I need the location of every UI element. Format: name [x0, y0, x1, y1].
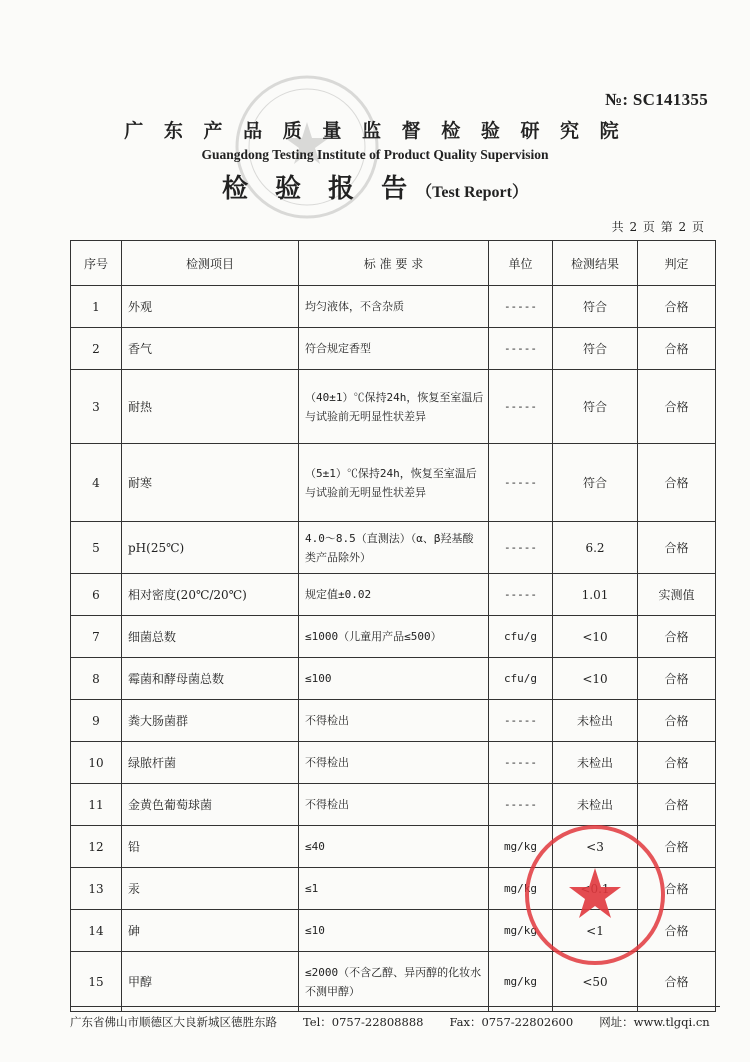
row-verdict: 合格: [638, 700, 716, 742]
row-verdict: 合格: [638, 444, 716, 522]
row-requirement: 4.0～8.5（直测法）（α、β羟基酸类产品除外）: [299, 522, 489, 574]
row-item: 细菌总数: [122, 616, 299, 658]
row-no: 5: [71, 522, 122, 574]
footer-tel: Tel：0757-22808888: [303, 1015, 424, 1029]
row-no: 9: [71, 700, 122, 742]
row-result: <1: [553, 910, 638, 952]
row-unit: -----: [489, 574, 553, 616]
row-unit: -----: [489, 286, 553, 328]
row-verdict: 合格: [638, 952, 716, 1012]
row-item: pH(25℃): [122, 522, 299, 574]
row-item: 绿脓杆菌: [122, 742, 299, 784]
row-verdict: 实测值: [638, 574, 716, 616]
row-no: 12: [71, 826, 122, 868]
row-requirement: ≤1000（儿童用产品≤500）: [299, 616, 489, 658]
row-requirement: 均匀液体，不含杂质: [299, 286, 489, 328]
row-verdict: 合格: [638, 616, 716, 658]
row-no: 15: [71, 952, 122, 1012]
report-title: [0, 168, 750, 205]
row-requirement: ≤2000（不含乙醇、异丙醇的化妆水不测甲醇）: [299, 952, 489, 1012]
row-requirement: 不得检出: [299, 700, 489, 742]
page-info: 共 2 页 第 2 页: [611, 220, 705, 234]
row-item: 砷: [122, 910, 299, 952]
row-unit: cfu/g: [489, 658, 553, 700]
row-item: 铅: [122, 826, 299, 868]
row-result: 未检出: [553, 700, 638, 742]
row-verdict: 合格: [638, 826, 716, 868]
header-requirement: 标 准 要 求: [299, 241, 489, 286]
row-no: 1: [71, 286, 122, 328]
row-no: 11: [71, 784, 122, 826]
row-verdict: 合格: [638, 370, 716, 444]
row-result: <50: [553, 952, 638, 1012]
row-verdict: 合格: [638, 328, 716, 370]
row-unit: -----: [489, 522, 553, 574]
table-row: [71, 616, 716, 658]
table-row: [71, 574, 716, 616]
row-result: <10: [553, 658, 638, 700]
row-requirement: ≤10: [299, 910, 489, 952]
row-requirement: ≤40: [299, 826, 489, 868]
row-result: 1.01: [553, 574, 638, 616]
table-row: [71, 658, 716, 700]
row-no: 13: [71, 868, 122, 910]
row-item: 香气: [122, 328, 299, 370]
table-row: [71, 370, 716, 444]
table-row: [71, 700, 716, 742]
row-result: <10: [553, 616, 638, 658]
row-item: 耐寒: [122, 444, 299, 522]
table-row: [71, 742, 716, 784]
row-no: 4: [71, 444, 122, 522]
header-no: 序号: [71, 241, 122, 286]
row-requirement: 规定值±0.02: [299, 574, 489, 616]
row-item: 相对密度(20℃/20℃): [122, 574, 299, 616]
row-unit: -----: [489, 784, 553, 826]
row-no: 10: [71, 742, 122, 784]
table-row: [71, 286, 716, 328]
row-item: 霉菌和酵母菌总数: [122, 658, 299, 700]
row-verdict: 合格: [638, 658, 716, 700]
row-no: 2: [71, 328, 122, 370]
row-result: 符合: [553, 444, 638, 522]
header-item: 检测项目: [122, 241, 299, 286]
row-item: 粪大肠菌群: [122, 700, 299, 742]
row-item: 汞: [122, 868, 299, 910]
row-unit: -----: [489, 370, 553, 444]
table-row: [71, 328, 716, 370]
row-requirement: ≤1: [299, 868, 489, 910]
header-result: 检测结果: [553, 241, 638, 286]
header-verdict: 判定: [638, 241, 716, 286]
header-unit: 单位: [489, 241, 553, 286]
row-no: 14: [71, 910, 122, 952]
report-title-cn: 检 验 报 告: [221, 174, 417, 204]
row-no: 6: [71, 574, 122, 616]
row-unit: mg/kg: [489, 868, 553, 910]
row-unit: mg/kg: [489, 952, 553, 1012]
row-verdict: 合格: [638, 784, 716, 826]
row-requirement: （5±1）℃保持24h，恢复至室温后与试验前无明显性状差异: [299, 444, 489, 522]
footer-address: 广东省佛山市顺德区大良新城区德胜东路: [70, 1015, 277, 1029]
company-seal-stamp: [520, 820, 670, 970]
table-header-row: [71, 241, 716, 286]
institute-name-cn: 广 东 产 品 质 量 监 督 检 验 研 究 院: [124, 120, 626, 142]
row-unit: -----: [489, 700, 553, 742]
row-result: 符合: [553, 370, 638, 444]
table-row: [71, 522, 716, 574]
row-no: 7: [71, 616, 122, 658]
footer-divider: [70, 1006, 720, 1007]
row-verdict: 合格: [638, 910, 716, 952]
row-unit: -----: [489, 328, 553, 370]
institute-name-en: Guangdong Testing Institute of Product Quality Supervision: [201, 147, 549, 162]
footer: [70, 1014, 710, 1030]
footer-fax: Fax：0757-22802600: [449, 1015, 574, 1029]
row-verdict: 合格: [638, 286, 716, 328]
row-result: 未检出: [553, 784, 638, 826]
row-requirement: （40±1）℃保持24h，恢复至室温后与试验前无明显性状差异: [299, 370, 489, 444]
row-result: 未检出: [553, 742, 638, 784]
row-result: 符合: [553, 328, 638, 370]
row-verdict: 合格: [638, 742, 716, 784]
row-requirement: 符合规定香型: [299, 328, 489, 370]
row-unit: mg/kg: [489, 826, 553, 868]
row-result: 符合: [553, 286, 638, 328]
row-unit: -----: [489, 444, 553, 522]
row-item: 金黄色葡萄球菌: [122, 784, 299, 826]
row-item: 甲醇: [122, 952, 299, 1012]
row-result: <3: [553, 826, 638, 868]
footer-website: 网址：www.tlgqi.cn: [599, 1015, 710, 1029]
row-unit: cfu/g: [489, 616, 553, 658]
row-result: 6.2: [553, 522, 638, 574]
report-number: №: SC141355: [604, 90, 708, 109]
row-item: 耐热: [122, 370, 299, 444]
row-requirement: ≤100: [299, 658, 489, 700]
row-no: 8: [71, 658, 122, 700]
row-verdict: 合格: [638, 522, 716, 574]
report-title-en: （Test Report）: [416, 184, 528, 201]
row-requirement: 不得检出: [299, 784, 489, 826]
row-item: 外观: [122, 286, 299, 328]
row-verdict: 合格: [638, 868, 716, 910]
row-unit: -----: [489, 742, 553, 784]
row-requirement: 不得检出: [299, 742, 489, 784]
table-row: [71, 444, 716, 522]
row-no: 3: [71, 370, 122, 444]
row-unit: mg/kg: [489, 910, 553, 952]
